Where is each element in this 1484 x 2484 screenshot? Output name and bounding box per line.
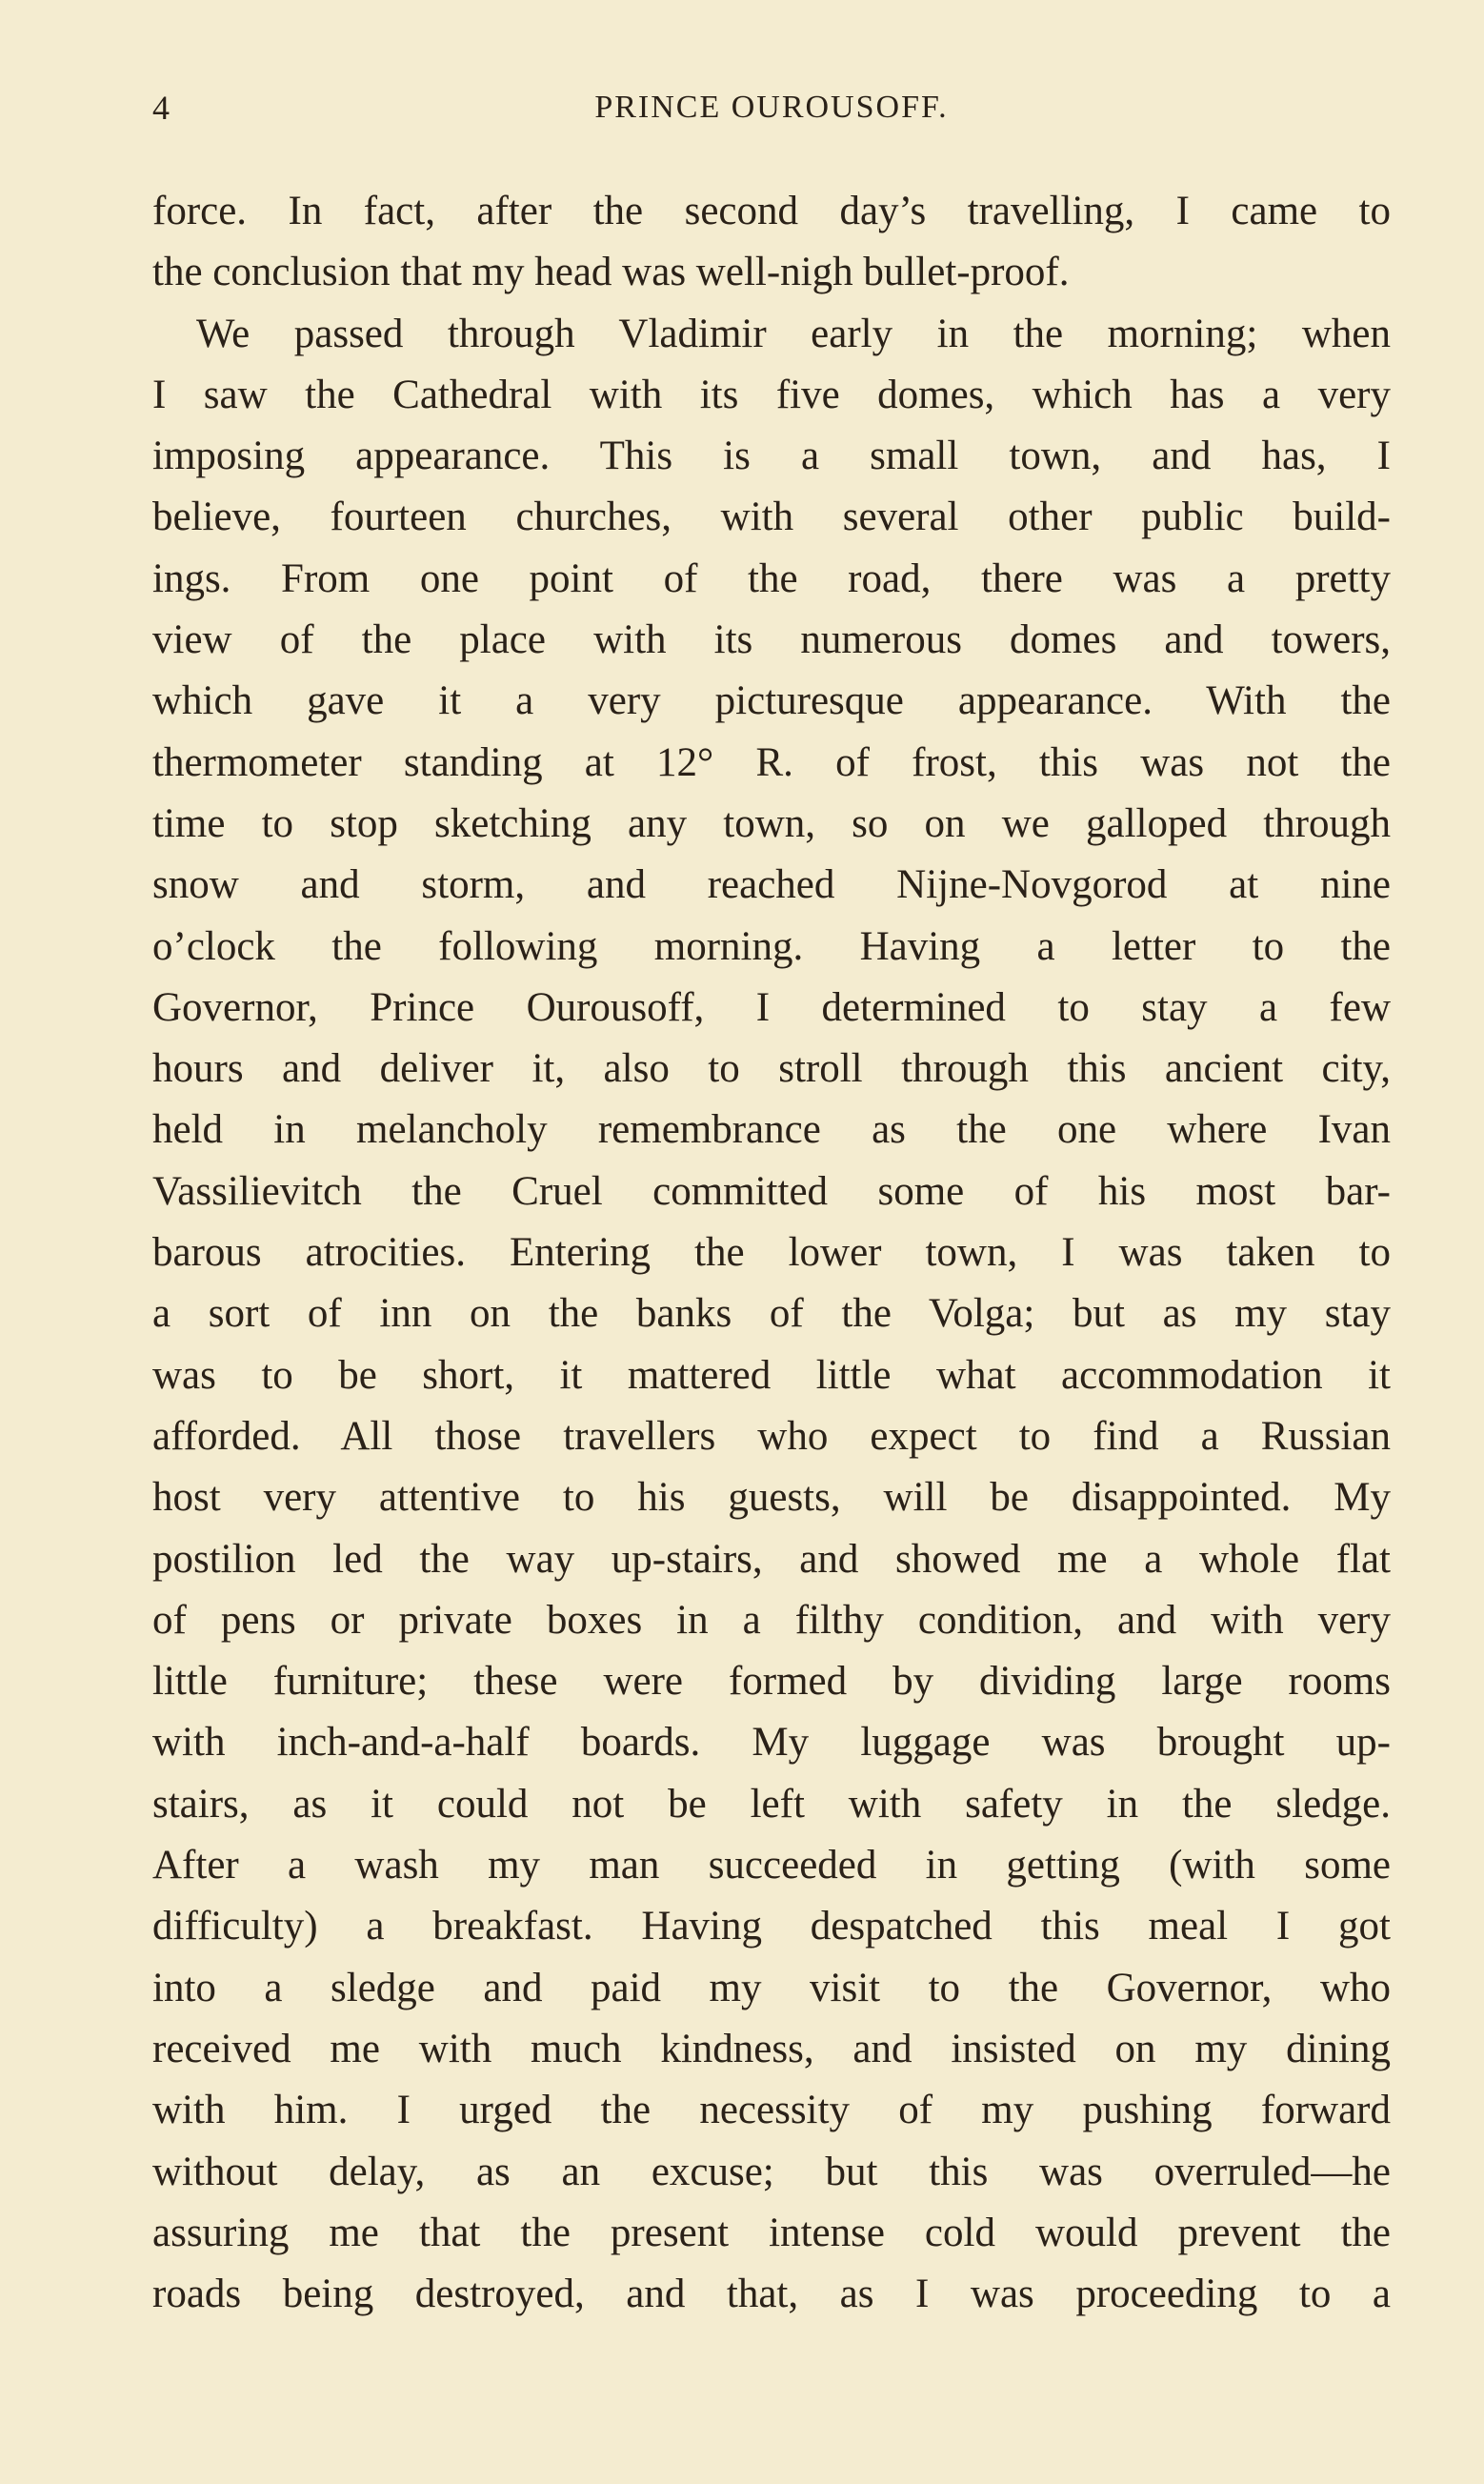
body-text (152, 181, 1391, 2325)
text-line: into a sledge and paid my visit to the Governor, who (152, 1965, 1391, 2010)
text-line: difficulty) a breakfast. Having despatched this meal I got (152, 1904, 1391, 1949)
text-line: hours and deliver it, also to stroll through this ancient city, (152, 1046, 1391, 1092)
text-line: barous atrocities. Entering the lower town, I was taken to (152, 1230, 1391, 1276)
text-line: time to stop sketching any town, so on we galloped through (152, 800, 1391, 846)
text-line: little furniture; these were formed by dividing large rooms (152, 1659, 1391, 1705)
text-line: with inch-and-a-half boards. My luggage was brought up- (152, 1720, 1391, 1766)
text-line: stairs, as it could not be left with safety in the sledge. (152, 1781, 1391, 1827)
text-line: Vassilievitch the Cruel committed some of his most bar- (152, 1168, 1391, 1214)
text-line: with him. I urged the necessity of my pushing forward (152, 2088, 1391, 2133)
text-line: assuring me that the present intense cold would prevent the (152, 2210, 1391, 2255)
text-line: After a wash my man succeeded in getting (with some (152, 1843, 1391, 1888)
text-line: received me with much kindness, and insisted on my dining (152, 2026, 1391, 2071)
text-line: force. In fact, after the second day’s travelling, I came to (152, 189, 1391, 233)
page-number: 4 (152, 89, 170, 127)
text-line: host very attentive to his guests, will be disappointed. My (152, 1475, 1391, 1521)
text-line: imposing appearance. This is a small town, and has, I (152, 434, 1391, 479)
text-line: the conclusion that my head was well-nigh bullet-proof. (152, 250, 1070, 295)
text-line: view of the place with its numerous domes and towers, (152, 617, 1391, 663)
text-line: We passed through Vladimir early in the morning; when (196, 311, 1391, 356)
text-line: Governor, Prince Ourousoff, I determined to stay a few (152, 984, 1391, 1030)
text-line: roads being destroyed, and that, as I was proceeding to a (152, 2272, 1391, 2317)
text-line: snow and storm, and reached Nijne-Novgorod at nine (152, 862, 1391, 908)
text-line: ings. From one point of the road, there was a pretty (152, 555, 1391, 601)
text-line: I saw the Cathedral with its five domes, which has a very (152, 372, 1391, 417)
text-line: postilion led the way up-stairs, and showed me a whole flat (152, 1536, 1391, 1582)
text-line: held in melancholy remembrance as the one where Ivan (152, 1107, 1391, 1153)
text-line: of pens or private boxes in a filthy condition, and with very (152, 1597, 1391, 1643)
running-title: PRINCE OUROUSOFF. (594, 90, 949, 125)
running-head (152, 84, 1391, 131)
text-line: thermometer standing at 12° R. of frost, this was not the (152, 739, 1391, 785)
text-line: a sort of inn on the banks of the Volga; but as my stay (152, 1291, 1391, 1337)
text-line: without delay, as an excuse; but this was overruled—he (152, 2149, 1391, 2194)
text-line: believe, fourteen churches, with several other public build- (152, 495, 1391, 540)
text-line: o’clock the following morning. Having a letter to the (152, 923, 1391, 969)
text-line: which gave it a very picturesque appearance. With the (152, 678, 1391, 724)
text-line: was to be short, it mattered little what accommodation it (152, 1352, 1391, 1398)
text-line: afforded. All those travellers who expect to find a Russian (152, 1413, 1391, 1459)
